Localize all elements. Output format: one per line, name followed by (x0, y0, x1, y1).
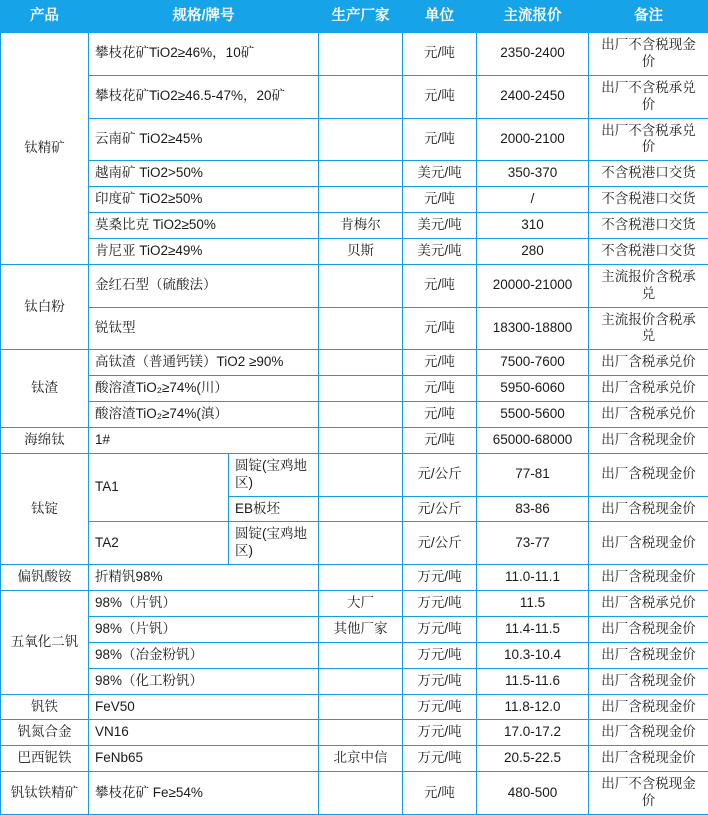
table-row (1, 720, 708, 746)
product-name-cell: 偏钒酸铵 (1, 565, 89, 591)
price-cell: 65000-68000 (477, 427, 589, 453)
price-cell: / (477, 187, 589, 213)
product-name-cell: 钛渣 (1, 350, 89, 428)
table-row (1, 307, 708, 350)
price-cell: 5950-6060 (477, 376, 589, 402)
table-row (1, 746, 708, 772)
spec-cell: 98%（片钒） (89, 616, 319, 642)
spec-cell: 印度矿 TiO2≥50% (89, 187, 319, 213)
unit-cell: 元/吨 (403, 33, 477, 76)
remark-cell: 出厂含税现金价 (589, 565, 708, 591)
unit-cell: 美元/吨 (403, 161, 477, 187)
manufacturer-cell (319, 118, 403, 161)
unit-cell: 元/吨 (403, 75, 477, 118)
table-row (1, 350, 708, 376)
table-header-row (1, 1, 708, 33)
spec-cell: 98%（片钒） (89, 591, 319, 617)
spec-detail-cell: 圆锭(宝鸡地区) (229, 522, 319, 565)
price-cell: 280 (477, 238, 589, 264)
column-header-manufacturer: 生产厂家 (319, 1, 403, 33)
unit-cell: 万元/吨 (403, 694, 477, 720)
manufacturer-cell (319, 307, 403, 350)
product-name-cell: 钒铁 (1, 694, 89, 720)
spec-cell: 金红石型（硫酸法） (89, 264, 319, 307)
manufacturer-cell (319, 75, 403, 118)
table-row (1, 427, 708, 453)
table-row (1, 565, 708, 591)
price-cell: 83-86 (477, 496, 589, 522)
column-header-remark: 备注 (589, 1, 708, 33)
unit-cell: 万元/吨 (403, 668, 477, 694)
price-cell: 2000-2100 (477, 118, 589, 161)
spec-cell: 莫桑比克 TiO2≥50% (89, 213, 319, 239)
remark-cell: 出厂含税现金价 (589, 496, 708, 522)
price-cell: 350-370 (477, 161, 589, 187)
remark-cell: 主流报价含税承兑 (589, 264, 708, 307)
table-row (1, 453, 708, 496)
spec-cell: 98%（冶金粉钒） (89, 642, 319, 668)
remark-cell: 出厂含税承兑价 (589, 402, 708, 428)
unit-cell: 元/公斤 (403, 496, 477, 522)
remark-cell: 出厂含税现金价 (589, 616, 708, 642)
remark-cell: 不含税港口交货 (589, 238, 708, 264)
table-row (1, 402, 708, 428)
remark-cell: 出厂不含税现金价 (589, 33, 708, 76)
column-header-product: 产品 (1, 1, 89, 33)
remark-cell: 出厂含税现金价 (589, 642, 708, 668)
unit-cell: 元/吨 (403, 376, 477, 402)
remark-cell: 不含税港口交货 (589, 213, 708, 239)
unit-cell: 元/吨 (403, 264, 477, 307)
unit-cell: 万元/吨 (403, 746, 477, 772)
table-row (1, 772, 708, 815)
spec-cell: 高钛渣（普通钙镁）TiO2 ≥90% (89, 350, 319, 376)
product-name-cell: 钒钛铁精矿 (1, 772, 89, 815)
unit-cell: 美元/吨 (403, 213, 477, 239)
remark-cell: 不含税港口交货 (589, 187, 708, 213)
table-row (1, 33, 708, 76)
table-row (1, 213, 708, 239)
unit-cell: 美元/吨 (403, 238, 477, 264)
price-cell: 11.4-11.5 (477, 616, 589, 642)
remark-cell: 出厂不含税承兑价 (589, 118, 708, 161)
spec-cell: 酸溶渣TiO₂≥74%(滇） (89, 402, 319, 428)
price-cell: 2350-2400 (477, 33, 589, 76)
table-row (1, 694, 708, 720)
table-row (1, 264, 708, 307)
unit-cell: 万元/吨 (403, 591, 477, 617)
product-name-cell: 钛锭 (1, 453, 89, 564)
spec-cell: 1# (89, 427, 319, 453)
spec-cell: 锐钛型 (89, 307, 319, 350)
price-cell: 11.0-11.1 (477, 565, 589, 591)
spec-cell: 云南矿 TiO2≥45% (89, 118, 319, 161)
price-cell: 18300-18800 (477, 307, 589, 350)
manufacturer-cell (319, 187, 403, 213)
spec-detail-cell: 圆锭(宝鸡地区) (229, 453, 319, 496)
product-name-cell: 巴西铌铁 (1, 746, 89, 772)
table-header (1, 1, 708, 33)
remark-cell: 出厂含税承兑价 (589, 376, 708, 402)
manufacturer-cell (319, 496, 403, 522)
price-cell: 17.0-17.2 (477, 720, 589, 746)
table-row (1, 642, 708, 668)
table-row (1, 616, 708, 642)
table-row (1, 75, 708, 118)
remark-cell: 出厂含税现金价 (589, 694, 708, 720)
manufacturer-cell (319, 264, 403, 307)
unit-cell: 元/吨 (403, 772, 477, 815)
table-row (1, 238, 708, 264)
manufacturer-cell (319, 522, 403, 565)
unit-cell: 元/吨 (403, 427, 477, 453)
price-cell: 5500-5600 (477, 402, 589, 428)
spec-cell: 酸溶渣TiO₂≥74%(川） (89, 376, 319, 402)
manufacturer-cell: 贝斯 (319, 238, 403, 264)
unit-cell: 万元/吨 (403, 642, 477, 668)
remark-cell: 出厂不含税承兑价 (589, 75, 708, 118)
table-row (1, 591, 708, 617)
table-row (1, 522, 708, 565)
unit-cell: 元/吨 (403, 307, 477, 350)
price-cell: 310 (477, 213, 589, 239)
remark-cell: 不含税港口交货 (589, 161, 708, 187)
product-name-cell: 钛精矿 (1, 33, 89, 265)
unit-cell: 万元/吨 (403, 720, 477, 746)
price-cell: 10.3-10.4 (477, 642, 589, 668)
manufacturer-cell (319, 694, 403, 720)
remark-cell: 出厂不含税现金价 (589, 772, 708, 815)
remark-cell: 主流报价含税承兑 (589, 307, 708, 350)
manufacturer-cell (319, 427, 403, 453)
remark-cell: 出厂含税现金价 (589, 427, 708, 453)
manufacturer-cell (319, 668, 403, 694)
column-header-spec: 规格/牌号 (89, 1, 319, 33)
manufacturer-cell (319, 161, 403, 187)
price-cell: 73-77 (477, 522, 589, 565)
remark-cell: 出厂含税现金价 (589, 453, 708, 496)
manufacturer-cell: 肯梅尔 (319, 213, 403, 239)
manufacturer-cell: 北京中信 (319, 746, 403, 772)
price-cell: 7500-7600 (477, 350, 589, 376)
spec-cell: TA2 (89, 522, 229, 565)
spec-cell: FeNb65 (89, 746, 319, 772)
manufacturer-cell (319, 33, 403, 76)
column-header-price: 主流报价 (477, 1, 589, 33)
remark-cell: 出厂含税现金价 (589, 668, 708, 694)
manufacturer-cell (319, 642, 403, 668)
manufacturer-cell: 大厂 (319, 591, 403, 617)
price-cell: 20.5-22.5 (477, 746, 589, 772)
price-cell: 11.5 (477, 591, 589, 617)
table-row (1, 161, 708, 187)
remark-cell: 出厂含税承兑价 (589, 350, 708, 376)
spec-cell: VN16 (89, 720, 319, 746)
price-cell: 2400-2450 (477, 75, 589, 118)
manufacturer-cell (319, 350, 403, 376)
price-cell: 77-81 (477, 453, 589, 496)
column-header-unit: 单位 (403, 1, 477, 33)
spec-cell: FeV50 (89, 694, 319, 720)
unit-cell: 万元/吨 (403, 616, 477, 642)
unit-cell: 元/吨 (403, 187, 477, 213)
spec-cell: 越南矿 TiO2>50% (89, 161, 319, 187)
table-row (1, 376, 708, 402)
price-cell: 11.8-12.0 (477, 694, 589, 720)
unit-cell: 元/吨 (403, 402, 477, 428)
price-cell: 20000-21000 (477, 264, 589, 307)
table-row (1, 187, 708, 213)
unit-cell: 元/公斤 (403, 522, 477, 565)
manufacturer-cell (319, 453, 403, 496)
remark-cell: 出厂含税现金价 (589, 746, 708, 772)
product-name-cell: 钒氮合金 (1, 720, 89, 746)
manufacturer-cell (319, 402, 403, 428)
unit-cell: 元/公斤 (403, 453, 477, 496)
spec-cell: 折精钒98% (89, 565, 319, 591)
unit-cell: 元/吨 (403, 350, 477, 376)
manufacturer-cell (319, 772, 403, 815)
table-row (1, 118, 708, 161)
spec-cell: 攀枝花矿TiO2≥46.5-47%，20矿 (89, 75, 319, 118)
spec-detail-cell: EB板坯 (229, 496, 319, 522)
remark-cell: 出厂含税现金价 (589, 720, 708, 746)
manufacturer-cell (319, 565, 403, 591)
price-cell: 480-500 (477, 772, 589, 815)
price-cell: 11.5-11.6 (477, 668, 589, 694)
product-name-cell: 海绵钛 (1, 427, 89, 453)
unit-cell: 元/吨 (403, 118, 477, 161)
unit-cell: 万元/吨 (403, 565, 477, 591)
spec-cell: 肯尼亚 TiO2≥49% (89, 238, 319, 264)
manufacturer-cell: 其他厂家 (319, 616, 403, 642)
product-name-cell: 钛白粉 (1, 264, 89, 350)
manufacturer-cell (319, 720, 403, 746)
manufacturer-cell (319, 376, 403, 402)
remark-cell: 出厂含税现金价 (589, 522, 708, 565)
spec-cell: TA1 (89, 453, 229, 522)
table-body (1, 33, 708, 815)
spec-cell: 攀枝花矿 Fe≥54% (89, 772, 319, 815)
table-row (1, 668, 708, 694)
remark-cell: 出厂含税承兑价 (589, 591, 708, 617)
spec-cell: 攀枝花矿TiO2≥46%，10矿 (89, 33, 319, 76)
spec-cell: 98%（化工粉钒） (89, 668, 319, 694)
product-name-cell: 五氧化二钒 (1, 591, 89, 695)
